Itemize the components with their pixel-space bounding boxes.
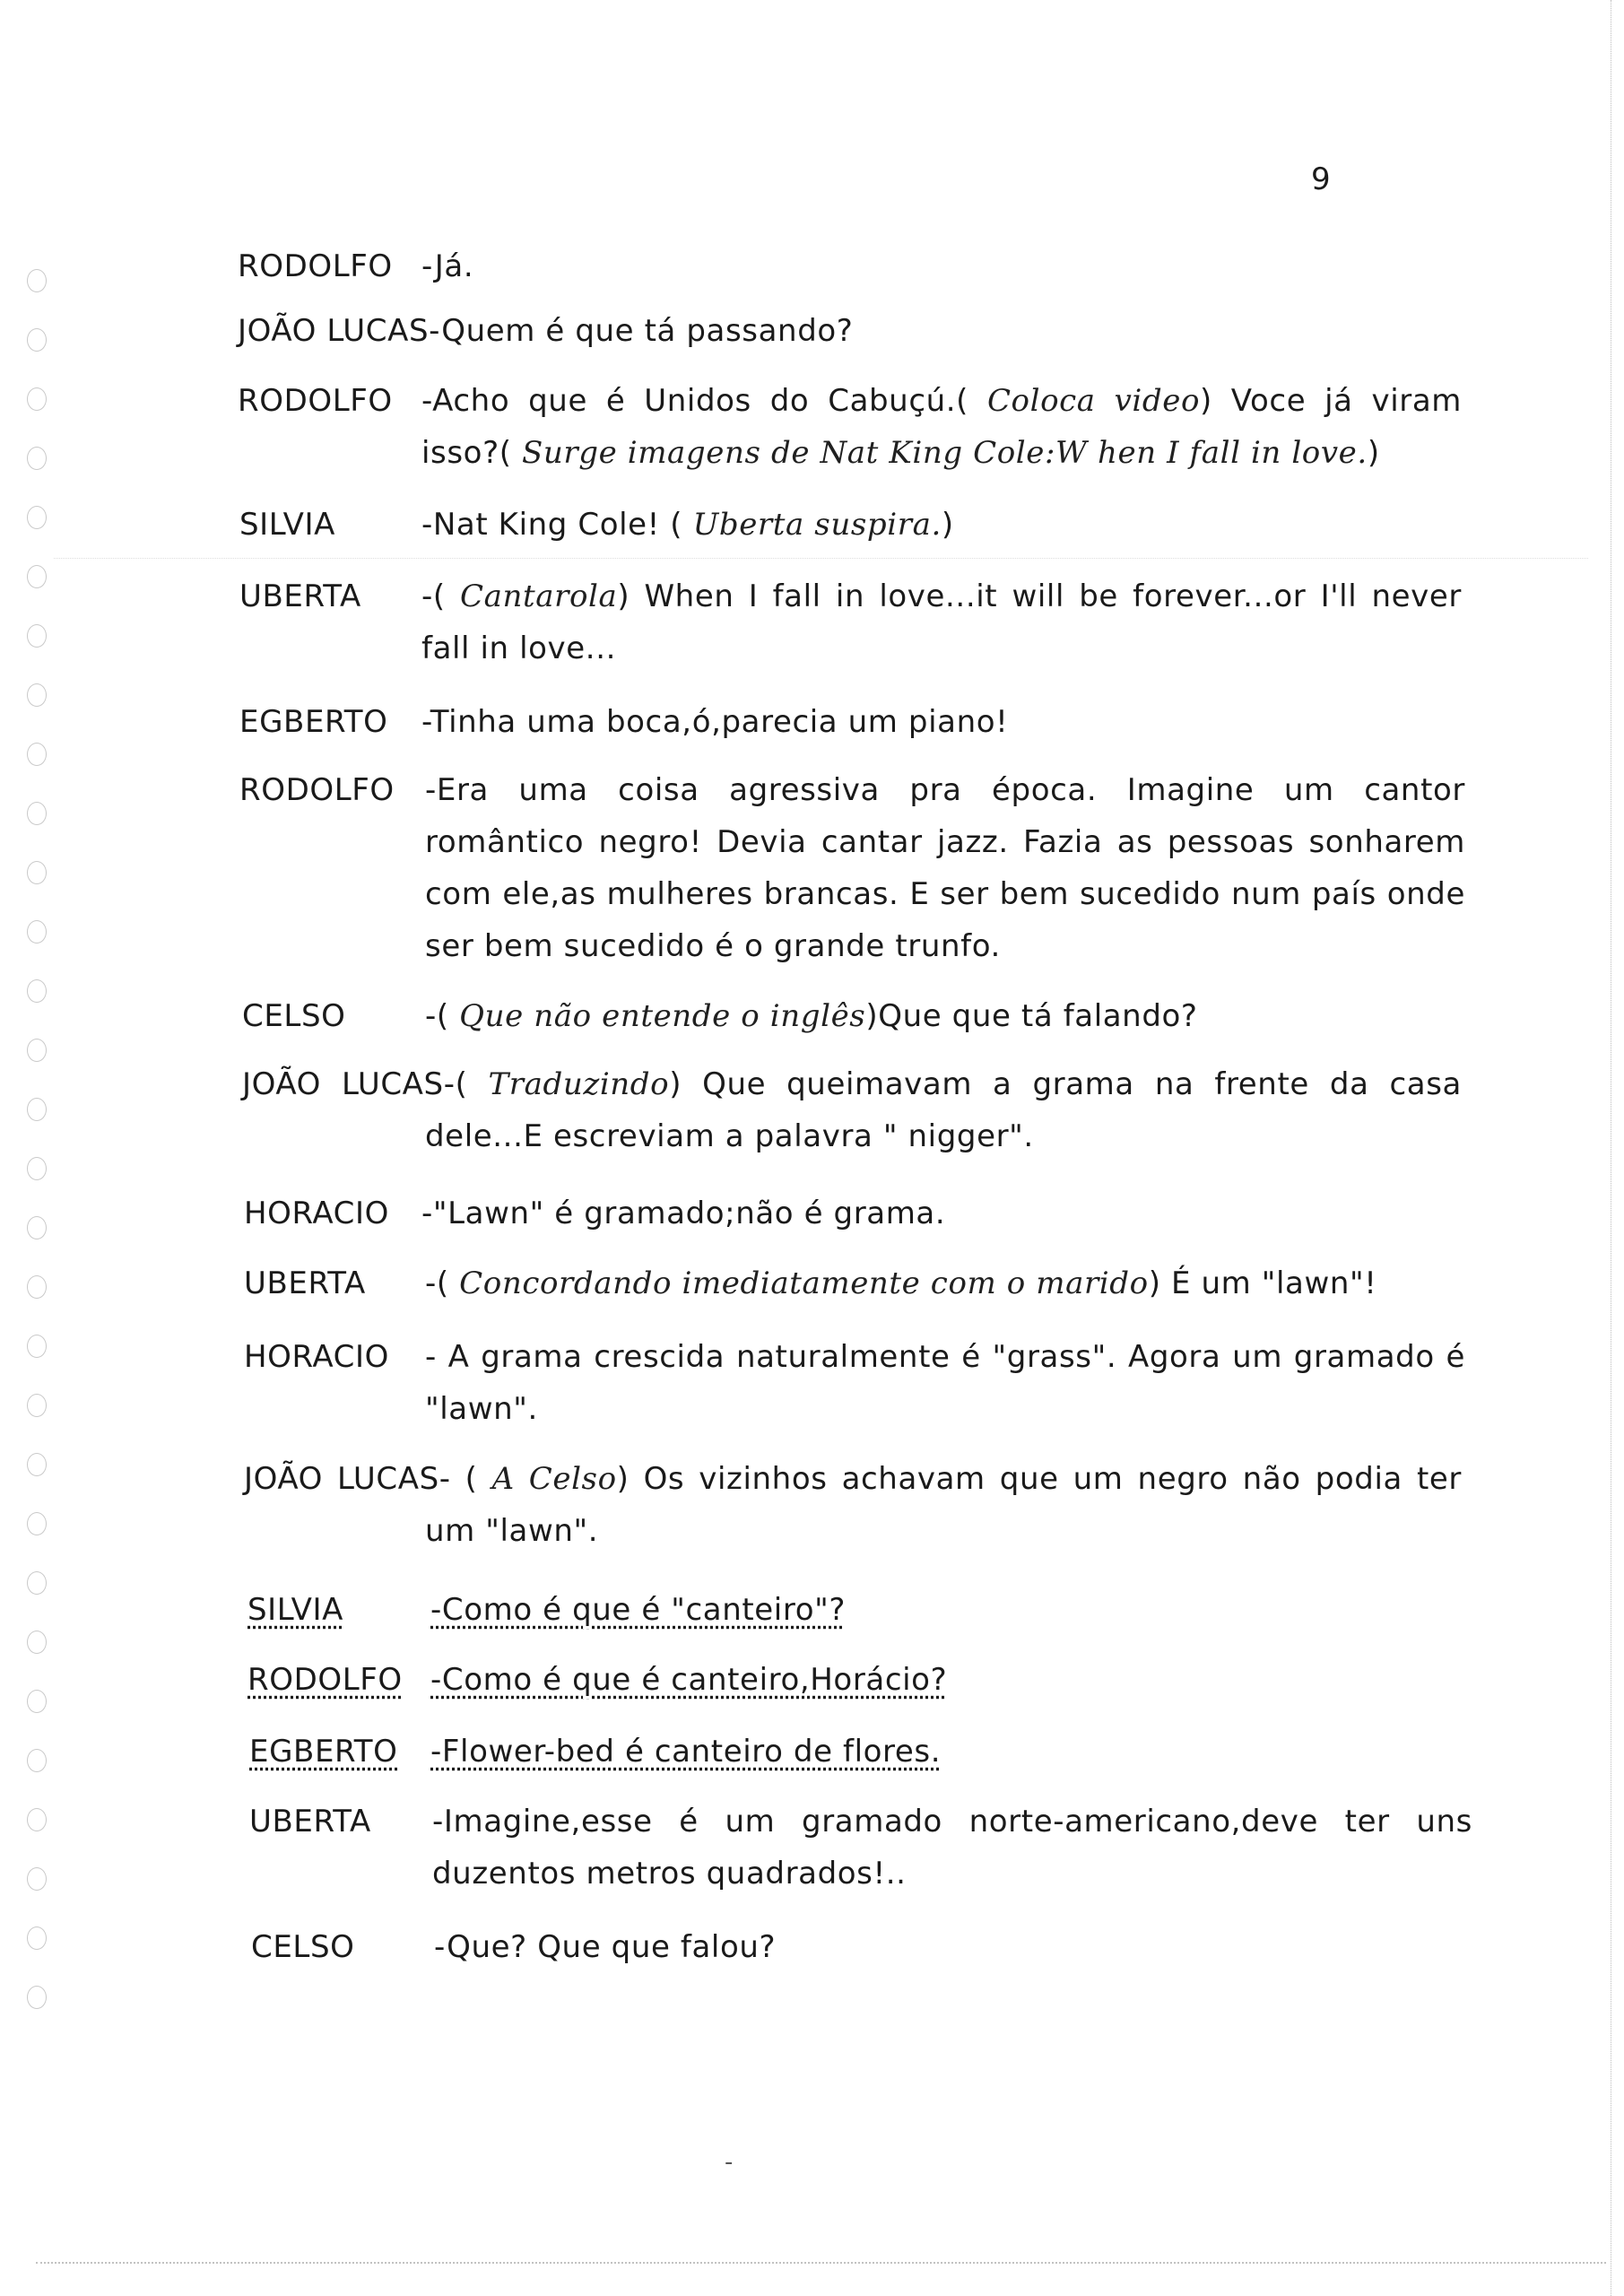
spoken-text: ) Os vizinhos achavam que um negro não podia ter um "lawn". (425, 1461, 1462, 1549)
spoken-text: - A grama crescida naturalmente é "grass". Agora um gramado é "lawn". (425, 1339, 1465, 1427)
feed-hole (27, 1098, 47, 1121)
dialogue-text (430, 1584, 846, 1636)
spoken-text: ( (450, 1461, 492, 1497)
spoken-text: ) (941, 507, 954, 543)
stage-direction: Coloca video (986, 383, 1201, 419)
dialogue-text (425, 990, 1198, 1042)
character-name: CELSO (242, 998, 346, 1034)
character-name: HORACIO (244, 1339, 389, 1375)
character-name: EGBERTO (239, 704, 388, 740)
feed-hole (27, 565, 47, 588)
spoken-text: ) (1367, 435, 1380, 471)
feed-hole (27, 802, 47, 825)
dialogue-text (244, 1453, 1462, 1557)
spoken-text: -Já. (421, 248, 474, 284)
feed-hole (27, 1157, 47, 1180)
feed-hole (27, 1275, 47, 1299)
stage-direction: Cantarola (459, 578, 618, 614)
character-name: CELSO (251, 1929, 355, 1965)
feed-hole (27, 1808, 47, 1831)
stage-direction: Concordando imediatamente com o marido (459, 1265, 1149, 1301)
feed-hole (27, 979, 47, 1003)
feed-hole (27, 1216, 47, 1239)
dialogue-text (238, 305, 1462, 357)
stage-direction: Surge imagens de Nat King Cole:W hen I fall in love. (522, 435, 1368, 471)
character-name: UBERTA (239, 578, 361, 614)
spoken-text: -Flower-bed é canteiro de flores. (430, 1734, 942, 1770)
feed-hole (27, 1571, 47, 1595)
dialogue-text (421, 240, 473, 292)
feed-hole (27, 1690, 47, 1713)
dialogue-text (421, 570, 1462, 674)
spoken-text: -Como é que é canteiro,Horácio? (430, 1662, 948, 1698)
feed-hole (27, 269, 47, 292)
spoken-text: Quem é que tá passando? (441, 313, 854, 349)
spoken-text: -Que? Que que falou? (434, 1929, 777, 1965)
feed-hole (27, 624, 47, 648)
character-name: SILVIA (248, 1592, 343, 1628)
feed-hole (27, 1867, 47, 1891)
spoken-text: -Imagine,esse é um gramado norte-americano,deve ter uns duzentos metros quadrados!.. (432, 1804, 1472, 1892)
feed-hole (27, 1986, 47, 2009)
spoken-text: -Era uma coisa agressiva pra época. Imagine um cantor romântico negro! Devia cantar jazz. Fazia as pessoas sonharem com ele,as mulheres brancas. E ser bem sucedido num país onde ser bem sucedido é o grande trunfo. (425, 772, 1465, 964)
dialogue-text (425, 764, 1465, 972)
spoken-text: ( (455, 1066, 489, 1102)
trailing-mark: - (725, 2149, 734, 2176)
character-name: EGBERTO (249, 1734, 398, 1770)
feed-hole (27, 387, 47, 411)
stage-direction: Uberta suspira. (692, 507, 942, 543)
dialogue-text (425, 1257, 1377, 1309)
character-name: JOÃO LUCAS- (244, 1461, 451, 1497)
feed-hole (27, 743, 47, 766)
feed-hole (27, 506, 47, 529)
dialogue-text (430, 1654, 947, 1706)
spoken-text: -( (425, 998, 460, 1034)
character-name: RODOLFO (239, 772, 395, 808)
character-name: SILVIA (239, 507, 335, 543)
character-name: JOÃO LUCAS- (242, 1066, 456, 1102)
feed-hole (27, 1394, 47, 1417)
dialogue-text (432, 1796, 1472, 1900)
feed-hole (27, 1335, 47, 1358)
feed-hole (27, 1749, 47, 1772)
spoken-text: ) When I fall in love...it will be forever...or I'll never fall in love... (421, 578, 1462, 666)
bottom-perforation (36, 2262, 1606, 2264)
feed-hole (27, 1631, 47, 1654)
spoken-text: ) Que queimavam a grama na frente da casa dele...E escreviam a palavra " nigger". (425, 1066, 1462, 1154)
dialogue-text (421, 499, 954, 551)
character-name: HORACIO (244, 1196, 389, 1231)
spoken-text: -Acho que é Unidos do Cabuçú.( (421, 383, 987, 419)
page-number: 9 (1311, 161, 1332, 197)
stage-direction: A Celso (491, 1461, 617, 1497)
feed-hole (27, 1453, 47, 1476)
tractor-feed-holes (27, 269, 54, 2045)
spoken-text: -Tinha uma boca,ó,parecia um piano! (421, 704, 1009, 740)
spoken-text: )Que que tá falando? (865, 998, 1198, 1034)
stage-direction: Traduzindo (488, 1066, 670, 1102)
character-name: JOÃO LUCAS- (238, 313, 442, 349)
dialogue-text (421, 375, 1462, 479)
spoken-text: ) Voce já viram isso?( (421, 383, 1462, 471)
stage-direction: Que não entende o inglês (459, 998, 866, 1034)
dialogue-text (425, 1331, 1465, 1435)
feed-hole (27, 328, 47, 352)
feed-hole (27, 683, 47, 707)
character-name: RODOLFO (248, 1662, 403, 1698)
dialogue-text (421, 696, 1008, 748)
spoken-text: -( (425, 1265, 460, 1301)
spoken-text: -"Lawn" é gramado;não é grama. (421, 1196, 946, 1231)
faint-fold-line (54, 558, 1588, 559)
dialogue-text (421, 1187, 945, 1239)
feed-hole (27, 1512, 47, 1535)
character-name: RODOLFO (238, 383, 393, 419)
feed-hole (27, 920, 47, 944)
feed-hole (27, 1926, 47, 1950)
spoken-text: -Como é que é "canteiro"? (430, 1592, 846, 1628)
character-name: UBERTA (244, 1265, 366, 1301)
spoken-text: ) É um "lawn"! (1148, 1265, 1377, 1301)
feed-hole (27, 861, 47, 884)
dialogue-text (430, 1726, 941, 1778)
feed-hole (27, 1039, 47, 1062)
spoken-text: -Nat King Cole! ( (421, 507, 693, 543)
character-name: UBERTA (249, 1804, 371, 1839)
feed-hole (27, 447, 47, 470)
dialogue-text (242, 1058, 1462, 1162)
spoken-text: -( (421, 578, 460, 614)
character-name: RODOLFO (238, 248, 393, 284)
dialogue-text (434, 1921, 776, 1973)
